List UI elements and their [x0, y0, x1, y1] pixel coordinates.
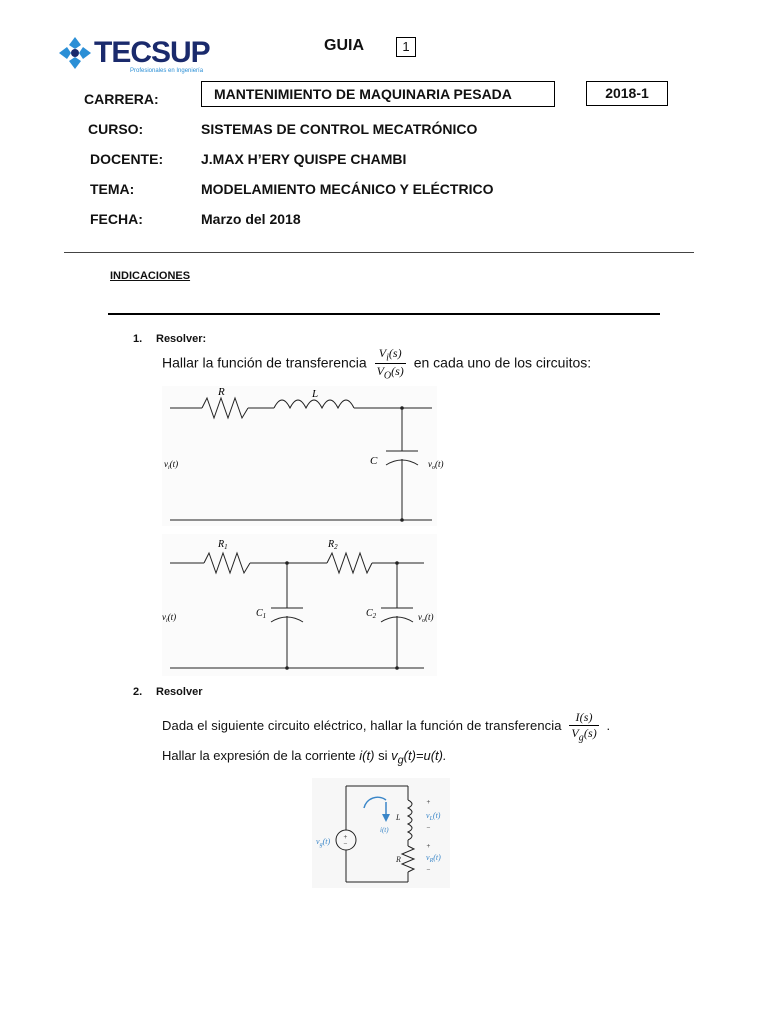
circuit-rlc-diagram: [162, 386, 444, 526]
logo: [58, 34, 208, 76]
logo-wordmark: TECSUP: [94, 36, 210, 69]
svg-text:R2: $R_2$: [328, 539, 338, 551]
q2-title: Resolver: [156, 686, 203, 698]
tema-label: TEMA:: [90, 181, 135, 197]
indicaciones-heading: INDICACIONES: [110, 270, 191, 282]
svg-text:vR(t): $v_R(t)$: [426, 853, 441, 864]
carrera-label: CARRERA:: [84, 91, 159, 107]
logo-tagline: Profesionales en Ingeniería: [130, 68, 204, 74]
q2-statement-line1: [162, 710, 610, 743]
svg-text:R: R: [218, 386, 225, 398]
q2-line1-text: Dada el siguiente circuito eléctrico, hallar la función de transferencia: [162, 718, 562, 734]
svg-text:L: L: [396, 813, 401, 822]
svg-text:L: L: [312, 388, 319, 400]
svg-text:vL(t): $v_L(t)$: [426, 811, 441, 822]
docente-value: J.MAX H’ERY QUISPE CHAMBI: [201, 151, 407, 167]
svg-text:vo(t): $v_o(t)$: [428, 459, 444, 471]
tecsup-logo-icon: [58, 36, 92, 70]
carrera-value: MANTENIMIENTO DE MAQUINARIA PESADA: [201, 81, 555, 107]
svg-text:vi(t): $v_i(t)$: [162, 612, 177, 624]
guia-number: 1: [396, 37, 416, 57]
curso-value: SISTEMAS DE CONTROL MECATRÓNICO: [201, 121, 478, 137]
q1-text-after: en cada uno de los circuitos:: [413, 354, 592, 371]
svg-text:C2: $C_2$: [366, 608, 377, 620]
svg-text:R: R: [396, 855, 401, 864]
circuit-rc-ladder-diagram: [162, 534, 437, 676]
svg-text:+: +: [426, 842, 431, 850]
svg-text:−: −: [343, 840, 348, 848]
fecha-label: FECHA:: [90, 211, 143, 227]
q1-statement: [162, 346, 591, 382]
svg-text:C1: $C_1$: [256, 608, 267, 620]
header-divider: [64, 252, 694, 253]
tema-value: MODELAMIENTO MECÁNICO Y ELÉCTRICO: [201, 181, 494, 197]
docente-label: DOCENTE:: [90, 151, 164, 167]
svg-text:+: +: [343, 833, 348, 841]
svg-text:C: C: [370, 455, 378, 467]
q2-number: 2.: [133, 686, 143, 698]
svg-text:−: −: [426, 866, 431, 874]
svg-text:vi(t): $v_i(t)$: [164, 459, 179, 471]
q1-transfer-fraction: $\frac{V_i(s)}{V_O(s)}$: [376, 346, 404, 382]
svg-text:+: +: [426, 798, 431, 806]
q1-number: 1.: [133, 333, 143, 345]
q2-source-expr: $v_g(t)=u(t)$.: [391, 748, 447, 767]
circuit-rl-source-diagram: [312, 778, 450, 888]
svg-text:−: −: [426, 824, 431, 832]
indicaciones-line: [108, 313, 660, 315]
period-badge: 2018-1: [586, 81, 668, 106]
guia-label: GUIA: [324, 37, 364, 54]
svg-text:R1: $R_1$: [218, 539, 228, 551]
svg-text:vg(t): $v_g(t)$: [316, 837, 331, 848]
curso-label: CURSO:: [88, 121, 144, 137]
svg-text:i(t): i(t): [380, 826, 389, 834]
q2-line1-period: .: [606, 718, 611, 734]
fecha-value: Marzo del 2018: [201, 211, 301, 227]
q1-text-before: Hallar la función de transferencia: [162, 354, 367, 371]
q2-transfer-fraction: $\frac{I(s)}{V_g(s)}$: [571, 710, 597, 744]
q2-statement-line2: Hallar la expresión de la corriente i(t) si $v_g(t)=u(t)$.: [162, 748, 447, 767]
q1-title: Resolver:: [156, 333, 207, 345]
q2-current-expr: i(t): [359, 748, 375, 763]
svg-text:vo(t): $v_o(t)$: [418, 612, 434, 624]
